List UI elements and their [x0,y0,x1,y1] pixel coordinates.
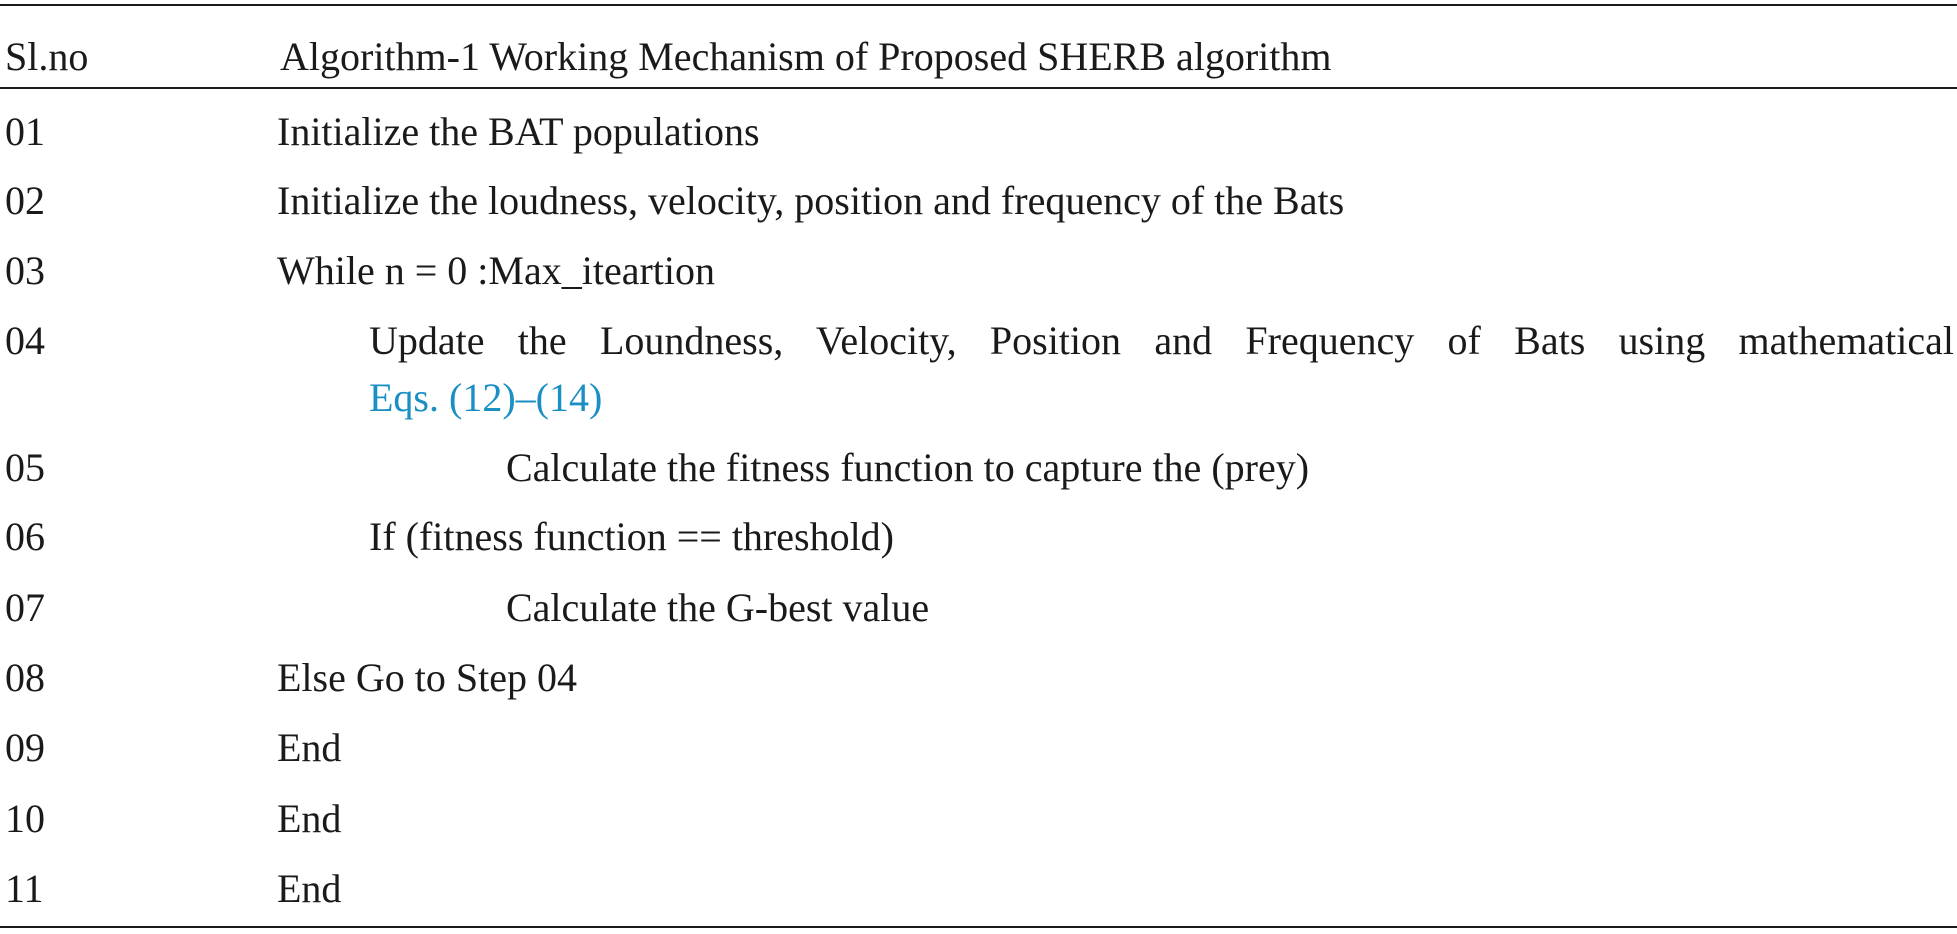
row-number: 03 [5,248,45,293]
row-step-text: Calculate the fitness function to capture the (prey) [506,445,1310,490]
row-number: 01 [5,109,45,154]
row-step-text: End [277,866,342,911]
row-number: 11 [5,866,44,911]
row-step-text: Calculate the G-best value [506,585,930,630]
row-number: 06 [5,514,45,559]
row-number: 10 [5,796,45,841]
row-number: 02 [5,178,45,223]
row-step-text: Else Go to Step 04 [277,655,577,700]
row-number: 07 [5,585,45,630]
table-bottom-rule [0,926,1957,928]
table-header-rule [0,87,1957,89]
row-step-text: Initialize the BAT populations [277,109,760,154]
row-step-text: If (fitness function == threshold) [369,514,894,559]
row-step-text: Initialize the loudness, velocity, position and frequency of the Bats [277,178,1345,223]
row-step-text: End [277,725,342,770]
row-number: 05 [5,445,45,490]
table-top-rule [0,4,1957,6]
row-number: 08 [5,655,45,700]
header-slno: Sl.no [5,34,89,79]
row-number: 09 [5,725,45,770]
equation-reference-link[interactable]: Eqs. (12)–(14) [369,375,603,420]
row-step-text: End [277,796,342,841]
row-step-text: Update the Loundness, Velocity, Position and Frequency of Bats using mathematical [369,318,1954,363]
row-number: 04 [5,318,45,363]
row-step-text: While n = 0 :Max_iteartion [277,248,716,293]
header-algorithm-title: Algorithm-1 Working Mechanism of Proposed SHERB algorithm [280,34,1332,79]
